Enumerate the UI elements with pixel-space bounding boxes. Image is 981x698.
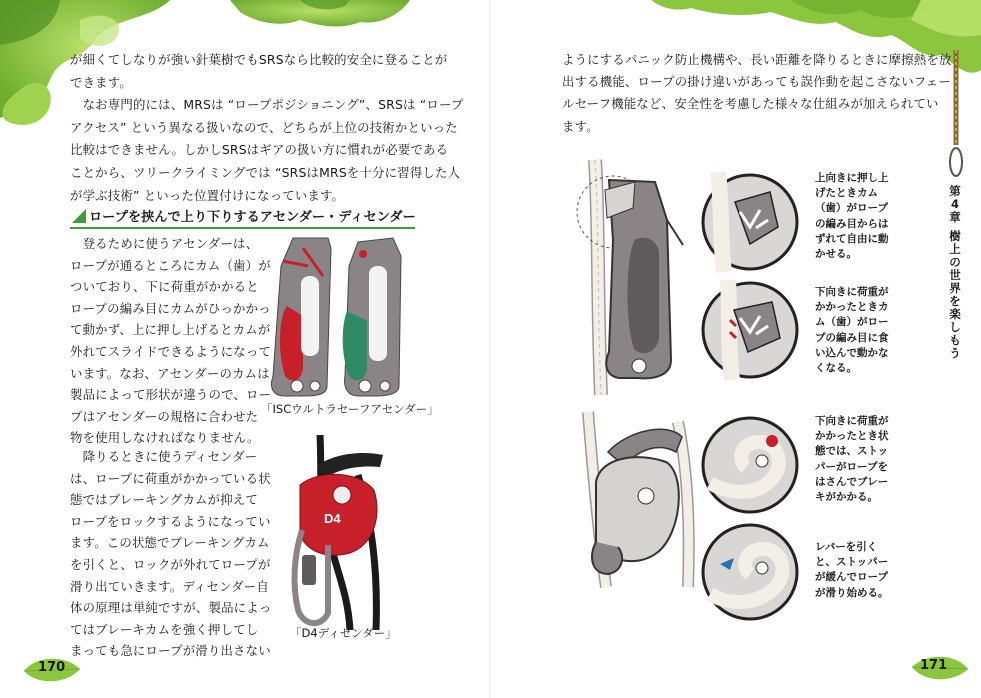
annotation-line: かかったとき状 <box>815 430 889 443</box>
annotation-line: かかったときカ <box>815 301 889 314</box>
text-line: います。なお、アセンダーのカムは <box>70 365 270 381</box>
annotation-line: ずれて自由に動 <box>815 232 889 245</box>
text-line: 物を使用しなければなりません。 <box>70 430 260 446</box>
text-line: ます。 <box>562 118 599 134</box>
ascender-diagram <box>575 160 695 395</box>
text-line: 降りるときに使うディセンダー <box>70 449 258 464</box>
annotation-cam-released <box>815 171 889 262</box>
text-line: ロープをロックするようになってい <box>70 513 271 529</box>
annotation-line: プの編み目に食 <box>815 331 889 344</box>
text-line: は、ロープに荷重がかかっている状 <box>70 470 271 486</box>
text-line: アクセス” という異なる扱いなので、どちらが上位の技術かといった <box>70 119 458 135</box>
annotation-line: レバーを引く <box>815 541 878 553</box>
text-line: ついており、下に荷重がかかると <box>70 279 259 295</box>
text-line: ルセーフ機能など、安全性を考慮した様々な仕組みが加えられてい <box>562 96 939 112</box>
descender-caption: 「D4ディセンダー」 <box>290 626 397 640</box>
chapter-title: 樹上の世界を楽しもう <box>949 229 961 360</box>
section-heading-text: ロープを挟んで上り下りするアセンダー・ディセンダー <box>89 210 416 225</box>
ascender-photo <box>263 236 423 396</box>
descender-paragraph <box>70 446 271 662</box>
text-line: 態ではブレーキングカムが抑えて <box>70 492 258 508</box>
annotation-line: パーがロープを <box>815 460 888 473</box>
annotation-line: が滑り始める。 <box>815 586 889 599</box>
annotation-brake-released <box>815 540 889 601</box>
annotation-line: かせる。 <box>815 248 857 261</box>
cam-engaged-closeup <box>700 280 800 380</box>
device-label: D4 <box>324 511 341 526</box>
text-line: なお専門的には、MRSは “ロープポジショニング”、SRSは “ロープ <box>70 97 464 113</box>
ascender-paragraph <box>70 233 271 449</box>
annotation-line: と、ストッパー <box>815 556 889 569</box>
annotation-line: の編み目からは <box>815 217 889 230</box>
annotation-brake-engaged <box>815 414 889 505</box>
text-line: まっても急にロープが滑り出さない <box>70 643 271 659</box>
text-line: が細くてしなりが強い針葉樹でもSRSなら比較的安全に登ることが <box>70 52 448 67</box>
descender-diagram <box>578 412 703 587</box>
annotation-line: 下向きに荷重が <box>815 415 889 427</box>
annotation-line: 態では、ストッ <box>815 445 889 458</box>
text-line: 外れてスライドできるようになって <box>70 343 272 359</box>
text-line: プはアセンダーの規格に合わせた <box>70 408 259 424</box>
text-line: ロープの編み目にカムがひっかかっ <box>70 300 271 316</box>
text-line: 体の原理は単純ですが、製品によっ <box>70 600 272 616</box>
page-number: 171 <box>920 658 948 673</box>
annotation-line: くなる。 <box>815 362 857 375</box>
text-line: 滑り出ていきます。ディセンダー自 <box>70 578 269 594</box>
text-line: てはブレーキカムを強く押してし <box>70 621 259 637</box>
text-line: できます。 <box>70 74 132 90</box>
ascender-caption: 「ISCウルトラセーフアセンダー」 <box>261 402 439 416</box>
annotation-line: げたときカム <box>815 187 878 200</box>
chapter-tab <box>946 185 964 360</box>
text-line: 登るために使うアセンダーは、 <box>70 236 259 251</box>
text-line: ようにするパニック防止機構や、長い距離を降りるときに摩擦熱を放 <box>562 52 952 67</box>
text-line: て動かず、上に押し上げるとカムが <box>70 322 271 338</box>
section-heading <box>70 205 415 229</box>
annotation-line: い込んで動かな <box>815 346 889 359</box>
annotation-line: が緩んでロープ <box>815 571 888 584</box>
page-number: 170 <box>38 660 66 675</box>
annotation-cam-engaged <box>815 285 889 376</box>
brake-engaged-closeup <box>700 415 800 515</box>
left-page <box>0 0 490 698</box>
annotation-line: 上向きに押し上 <box>815 172 889 184</box>
text-line: が学ぶ技術” といった位置付けになっています。 <box>70 187 345 203</box>
text-line: ロープが通るところにカム（歯）が <box>70 257 271 273</box>
annotation-line: はさんでブレー <box>815 475 889 488</box>
text-line: 出する機能、ロープの掛け違いがあっても誤作動を起こさないフェー <box>562 74 951 90</box>
annotation-line: 下向きに荷重が <box>815 286 889 298</box>
text-line: 比較はできません。しかしSRSはギアの扱い方に慣れが必要である <box>70 142 449 158</box>
chapter-label: 第4章 <box>949 184 961 224</box>
right-page <box>490 0 981 698</box>
annotation-line: キがかかる。 <box>815 491 878 504</box>
triangle-marker-icon <box>72 209 86 223</box>
descender-photo <box>288 435 398 630</box>
continued-paragraph <box>562 49 952 138</box>
annotation-line: （歯）がロープ <box>815 202 888 215</box>
annotation-line: ム（歯）がロー <box>815 316 889 329</box>
text-line: 製品によって形状が違うので、ロー <box>70 387 272 403</box>
text-line: ます。この状態でブレーキングカム <box>70 535 270 551</box>
text-line: ことから、ツリークライミングでは “SRSはMRSを十分に習得した人 <box>70 164 461 180</box>
intro-paragraph <box>70 49 464 207</box>
text-line: を引くと、ロックが外れてロープが <box>70 556 271 572</box>
cam-released-closeup <box>700 172 800 272</box>
brake-released-closeup <box>700 522 800 622</box>
